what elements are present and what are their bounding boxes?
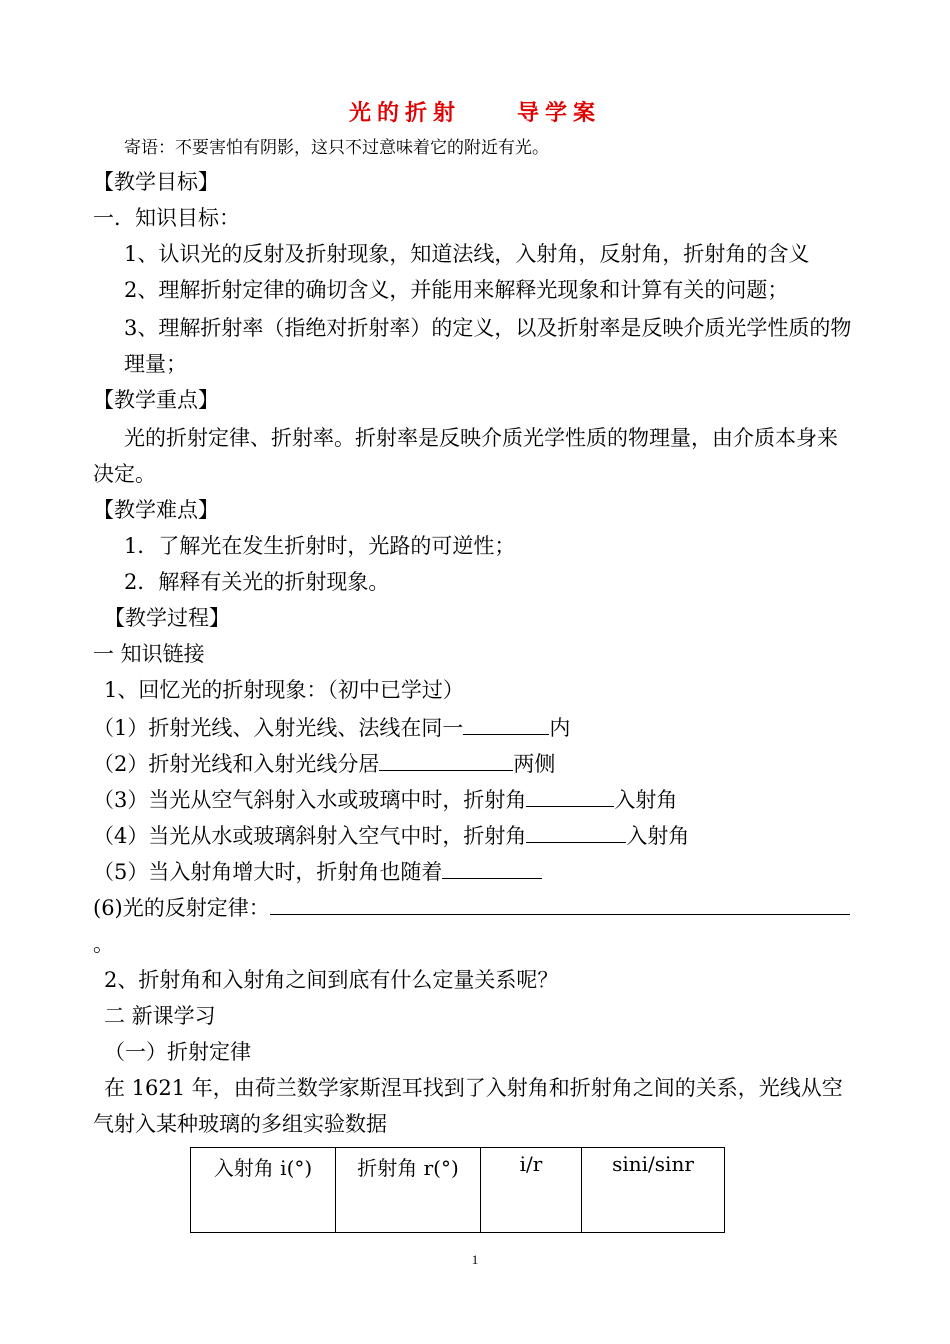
header-refraction-angle: 折射角 r(°) [336, 1148, 481, 1233]
page-title [0, 96, 950, 127]
key-text-a: 光的折射定律、折射率。折射率是反映介质光学性质的物理量，由介质本身来 [124, 426, 838, 450]
law-heading: （一）折射定律 [104, 1040, 251, 1064]
experiment-table [190, 1147, 725, 1233]
question-2: （2）折射光线和入射光线分居 两侧 [93, 748, 555, 778]
blank-6 [270, 892, 850, 915]
blank-5 [442, 856, 542, 879]
question-3: （3）当光从空气斜射入水或玻璃中时，折射角 入射角 [93, 784, 677, 814]
intro-text-a: 在 1621 年，由荷兰数学家斯涅耳找到了入射角和折射角之间的关系，光线从空 [104, 1076, 843, 1100]
intro-text-b: 气射入某种玻璃的多组实验数据 [93, 1112, 387, 1136]
goal-2: 2、理解折射定律的确切含义，并能用来解释光现象和计算有关的问题； [124, 278, 789, 302]
header-incidence-angle: 入射角 i(°) [191, 1148, 336, 1233]
motto: 寄语：不要害怕有阴影，这只不过意味着它的附近有光。 [124, 138, 549, 158]
difficulty-1: 1．了解光在发生折射时，光路的可逆性； [124, 534, 516, 558]
blank-4 [526, 820, 626, 843]
difficulty-heading: 【教学难点】 [93, 498, 219, 522]
process-heading: 【教学过程】 [104, 606, 230, 630]
question-4: （4）当光从水或玻璃斜射入空气中时，折射角 入射角 [93, 820, 689, 850]
header-sine-ratio: sini/sinr [582, 1148, 725, 1233]
question-1: （1）折射光线、入射光线、法线在同一 内 [93, 712, 570, 742]
blank-3 [526, 784, 614, 807]
goal-3b: 理量； [124, 352, 187, 376]
question-7: 2、折射角和入射角之间到底有什么定量关系呢？ [104, 968, 559, 992]
goals-heading: 【教学目标】 [93, 170, 219, 194]
question-6: (6)光的反射定律： [93, 892, 850, 922]
title-left: 光的折射 [348, 100, 461, 126]
goal-1: 1、认识光的反射及折射现象，知道法线，入射角，反射角，折射角的含义 [124, 242, 810, 266]
new-lesson-heading: 二 新课学习 [104, 1004, 216, 1028]
question-6-end: 。 [93, 932, 114, 956]
link-heading: 一 知识链接 [93, 642, 205, 666]
difficulty-2: 2．解释有关光的折射现象。 [124, 570, 390, 594]
header-ratio: i/r [481, 1148, 582, 1233]
page-number: 1 [471, 1252, 479, 1267]
knowledge-goal: 一．知识目标： [93, 206, 240, 230]
goal-3a: 3、理解折射率（指绝对折射率）的定义，以及折射率是反映介质光学性质的物 [124, 316, 852, 340]
key-heading: 【教学重点】 [93, 388, 219, 412]
question-5: （5）当入射角增大时，折射角也随着 [93, 856, 542, 886]
key-text-b: 决定。 [93, 462, 156, 486]
title-right: 导学案 [517, 100, 602, 126]
recall-text: 1、回忆光的折射现象：（初中已学过） [104, 678, 464, 702]
table-header-row [191, 1148, 725, 1233]
blank-2 [379, 748, 513, 771]
blank-1 [463, 712, 549, 735]
